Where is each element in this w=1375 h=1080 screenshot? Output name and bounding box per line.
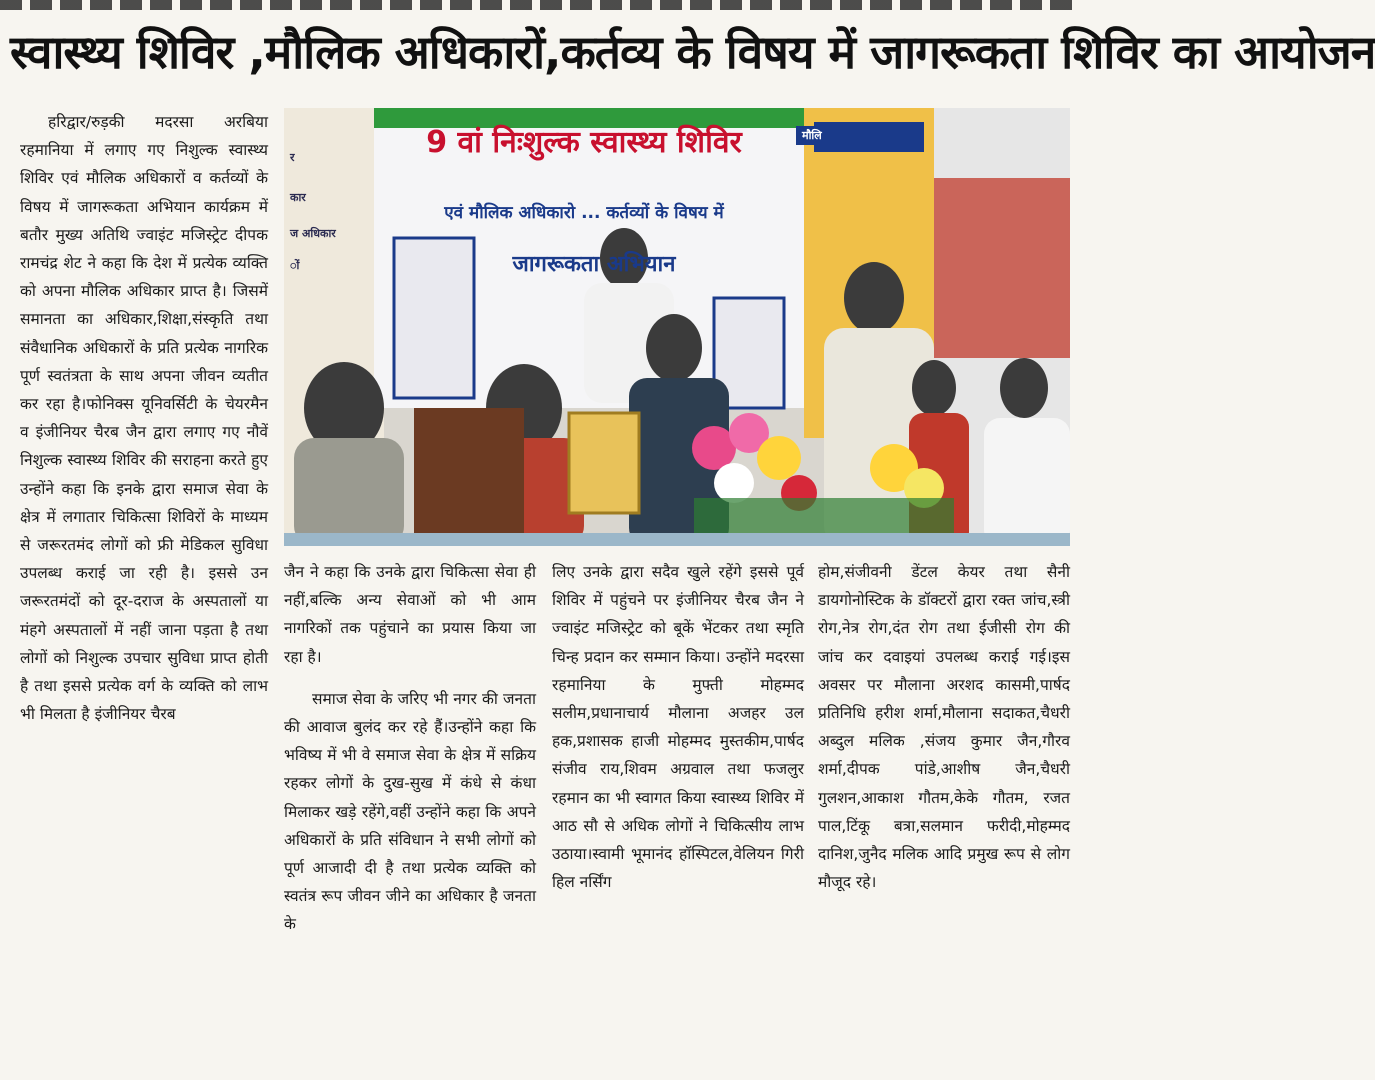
event-photo (284, 108, 1070, 546)
banner-subtitle: एवं मौलिक अधिकारो ... कर्तव्यों के विषय में (444, 203, 724, 223)
banner-side-label: र (290, 151, 295, 164)
banner-title: 9 वां निःशुल्क स्वास्थ्य शिविर (426, 125, 742, 160)
article-column-2 (284, 558, 536, 939)
paragraph: होम,संजीवनी डेंटल केयर तथा सैनी डायगोनोस्टिक के डॉक्टरों द्वारा रक्त जांच,स्त्री रोग,नेत्र रोग,दंत रोग तथा ईजीसी रोग की जांच कर दवाइयां उपलब्ध कराई गई।इस अवसर पर मौलाना अरशद कासमी,पार्षद प्रतिनिधि हरीश शर्मा,मौलाना सदाकत,चैधरी अब्दुल मलिक ,संजय कुमार जैन,गौरव शर्मा,दीपक पांडे,आशीष जैन,चैधरी गुलशन,आकाश गौतम,केके गौतम, रजत पाल,टिंकू बत्रा,सलमान फरीदी,मोहम्मद दानिश,जुनैद मलिक आदि प्रमुख रूप से लोग मौजूद रहे। (818, 563, 1070, 892)
banner-subtitle-2: जागरूकता अभियान (512, 252, 676, 277)
article-column-3 (552, 558, 804, 896)
paragraph: जैन ने कहा कि उनके द्वारा चिकित्सा सेवा ही नहीं,बल्कि अन्य सेवाओं को भी आम नागरिकों तक पहुंचाने का प्रयास किया जा रहा है। (284, 563, 536, 666)
banner-side-label: कार (290, 191, 306, 204)
top-dashed-rule (0, 0, 1080, 10)
banner-side-label: ों (290, 259, 300, 272)
photo-illustration (284, 108, 1070, 546)
paragraph: समाज सेवा के जरिए भी नगर की जनता की आवाज बुलंद कर रहे हैं।उन्होंने कहा कि भविष्य में भी वे समाज सेवा के क्षेत्र में सक्रिय रहकर लोगों के दुख-सुख में कंधे से कंधा मिलाकर खड़े रहेंगे,वहीं उन्होंने कहा कि अपने अधिकारों के प्रति संविधान ने सभी लोगों को पूर्ण आजादी दी है तथा प्रत्येक व्यक्ति को स्वतंत्र रूप जीवन जीने का अधिकार है जनता के (284, 689, 536, 934)
board-label: मौलि (796, 126, 828, 145)
paragraph: लिए उनके द्वारा सदैव खुले रहेंगे इससे पूर्व शिविर में पहुंचने पर इंजीनियर चैरब जैन ने ज्वाइंट मजिस्ट्रेट को बूकें भेंटकर तथा स्मृति चिन्ह प्रदान कर सम्मान किया। उन्होंने मदरसा रहमानिया के मुफ्ती मोहम्मद सलीम,प्रधानाचार्य मौलाना अजहर उल हक,प्रशासक हाजी मोहम्मद मुस्तकीम,पार्षद संजीव राय,शिवम अग्रवाल तथा फजलुर रहमान का भी स्वागत किया स्वास्थ्य शिविर में आठ सौ से अधिक लोगों ने चिकित्सीय लाभ उठाया।स्वामी भूमानंद हॉस्पिटल,वेलियन गिरी हिल नर्सिंग (552, 563, 804, 892)
banner-side-label: ज अधिकार (290, 227, 336, 240)
paragraph: हरिद्वार/रुड़की मदरसा अरबिया रहमानिया में लगाए गए निशुल्क स्वास्थ्य शिविर एवं मौलिक अधिकारों व कर्तव्यों के विषय में जागरूकता अभियान कार्यक्रम में बतौर मुख्य अतिथि ज्वाइंट मजिस्ट्रेट दीपक रामचंद्र शेट ने कहा कि देश में प्रत्येक व्यक्ति को अपना मौलिक अधिकार प्राप्त है। जिसमें समानता का अधिकार,शिक्षा,संस्कृति तथा संवैधानिक अधिकारों के प्रति प्रत्येक नागरिक पूर्ण स्वतंत्रता के साथ अपना जीवन व्यतीत कर रहा है।फोनिक्स यूनिवर्सिटी के चेयरमैन व इंजीनियर चैरब जैन द्वारा लगाए गए नौवें निशुल्क स्वास्थ्य शिविर की सराहना करते हुए उन्होंने कहा कि इनके द्वारा समाज सेवा के क्षेत्र में लगातार चिकित्सा शिविरों के माध्यम से जरूरतमंद लोगों को फ्री मेडिकल सुविधा उपलब्ध कराई जा रही है। इससे उन जरूरतमंदों को दूर-दराज के अस्पतालों या मंहगे अस्पतालों में नहीं जाना पड़ता है तथा लोगों को निशुल्क उपचार सुविधा प्राप्त होती है तथा इससे प्रत्येक वर्ग के व्यक्ति को लाभ भी मिलता है इंजीनियर चैरब (20, 113, 268, 724)
article-column-4 (818, 558, 1070, 896)
article-column-1 (20, 108, 268, 728)
headline: स्वास्थ्य शिविर ,मौलिक अधिकारों,कर्तव्य के विषय में जागरूकता शिविर का आयोजन (10, 25, 1375, 79)
